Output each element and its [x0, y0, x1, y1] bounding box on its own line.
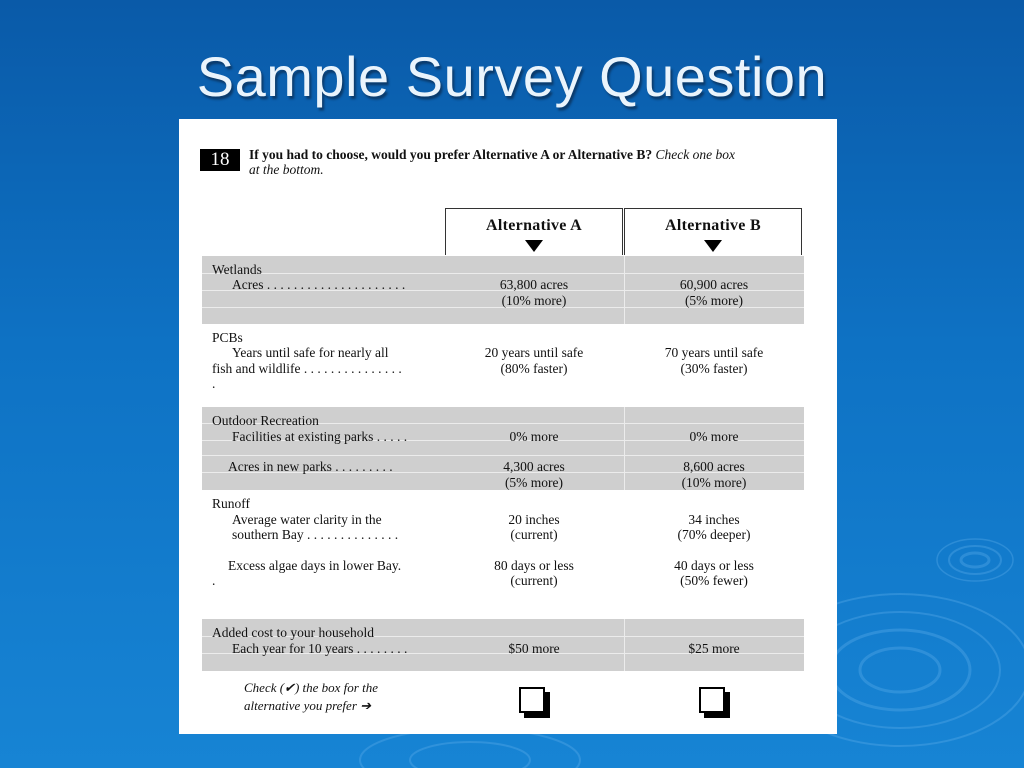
wetlands-b-value: 60,900 acres: [679, 277, 749, 292]
question-instruction: Check one box: [655, 147, 735, 162]
pcbs-b-note: (30% faster): [680, 361, 748, 376]
pcbs-row-label-cont: fish and wildlife . . . . . . . . . . . . . . .: [212, 361, 402, 376]
cost-heading: Added cost to your household: [212, 625, 374, 640]
recreation-row1-b: 0% more: [689, 429, 739, 444]
check-instruction-line1: Check (✔) the box for the: [244, 680, 378, 695]
recreation-row2-a-note: (5% more): [504, 475, 564, 490]
runoff-row1-label: Average water clarity in the: [232, 512, 382, 527]
pcbs-b-value: 70 years until safe: [664, 345, 764, 360]
runoff-row2-a-note: (current): [510, 573, 558, 588]
wetlands-heading: Wetlands: [212, 262, 262, 277]
runoff-row1-a-value: 20 inches: [508, 512, 560, 527]
column-header-alternative-a: [445, 208, 623, 255]
wetlands-row-label: Acres . . . . . . . . . . . . . . . . . . . . .: [232, 277, 406, 292]
column-header-label: Alternative B: [665, 217, 761, 234]
runoff-row1-b-value: 34 inches: [688, 512, 740, 527]
pcbs-a-value: 20 years until safe: [484, 345, 584, 360]
runoff-row2-b-value: 40 days or less: [674, 558, 754, 573]
recreation-row2-label: Acres in new parks . . . . . . . . .: [228, 459, 393, 474]
column-header-alternative-b: [624, 208, 802, 255]
recreation-row2-a-value: 4,300 acres: [503, 459, 565, 474]
recreation-row1-label: Facilities at existing parks . . . . .: [232, 429, 408, 444]
cost-a-value: $50 more: [508, 641, 560, 656]
wetlands-a-value: 63,800 acres: [499, 277, 569, 292]
pcbs-row-label: Years until safe for nearly all: [232, 345, 389, 360]
recreation-row2-b-note: (10% more): [681, 475, 747, 490]
column-header-label: Alternative A: [486, 217, 582, 234]
cost-row-label: Each year for 10 years . . . . . . . .: [232, 641, 408, 656]
check-instruction: [244, 679, 378, 715]
pcbs-heading: PCBs: [212, 330, 243, 345]
runoff-row2-b-note: (50% fewer): [680, 573, 748, 588]
recreation-row1-a: 0% more: [509, 429, 559, 444]
runoff-row1-a-note: (current): [510, 527, 558, 542]
survey-page: [179, 119, 837, 734]
pcbs-row-label-end: .: [212, 376, 216, 391]
runoff-heading: Runoff: [212, 496, 251, 511]
wetlands-b-note: (5% more): [684, 293, 744, 308]
pcbs-a-note: (80% faster): [500, 361, 568, 376]
question-prompt: If you had to choose, would you prefer Alternative A or Alternative B?: [249, 147, 653, 162]
cost-b-value: $25 more: [688, 641, 740, 656]
recreation-heading: Outdoor Recreation: [212, 413, 319, 428]
down-arrow-icon: [525, 240, 543, 252]
recreation-row2-b-value: 8,600 acres: [683, 459, 745, 474]
question-instruction-cont: at the bottom.: [249, 162, 324, 177]
alternative-a-checkbox[interactable]: [519, 687, 545, 713]
runoff-row1-label-cont: southern Bay . . . . . . . . . . . . . .: [232, 527, 399, 542]
runoff-row2-a-value: 80 days or less: [494, 558, 574, 573]
runoff-row1-b-note: (70% deeper): [677, 527, 751, 542]
question-text: [249, 147, 819, 177]
runoff-row2-label: Excess algae days in lower Bay.: [228, 558, 402, 573]
slide-title: Sample Survey Question: [196, 45, 828, 108]
runoff-row2-label-end: .: [212, 573, 216, 588]
check-instruction-line2: alternative you prefer ➔: [244, 698, 372, 713]
down-arrow-icon: [704, 240, 722, 252]
alternative-b-checkbox[interactable]: [699, 687, 725, 713]
wetlands-a-note: (10% more): [501, 293, 567, 308]
question-number: 18: [200, 149, 240, 171]
